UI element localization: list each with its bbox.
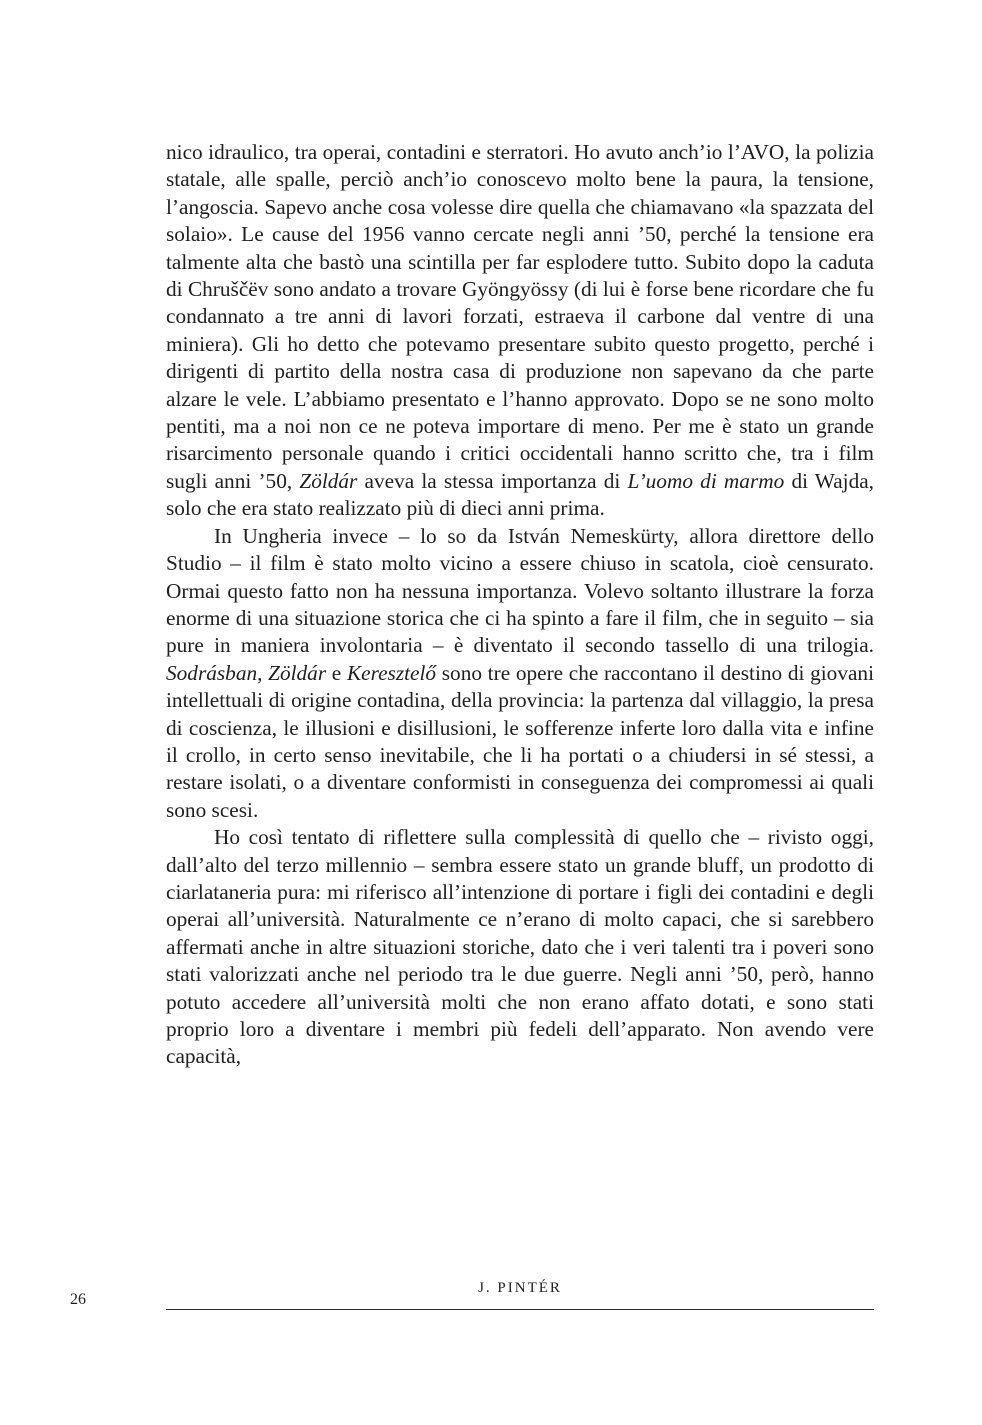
paragraph: [166, 523, 874, 824]
film-title: Zöldár: [299, 468, 358, 493]
text-run: di Wajda, solo che era stato realizzato più di dieci anni prima.: [166, 468, 874, 521]
text-run: e: [326, 660, 347, 685]
text-run: aveva la stessa importanza di: [357, 468, 628, 493]
text-run: nico idraulico, tra operai, contadini e sterratori. Ho avuto anch’io l’AVO, la polizia statale, alle spalle, perciò anch’io conoscevo molto bene la paura, la tensione, l’angoscia. Sapevo anche cosa volesse dire quella che chiamavano «la spazzata del solaio». Le cause del 1956 vanno cercate negli anni ’50, perché la tensione era talmente alta che bastò una scintilla per far esplodere tutto. Subito dopo la caduta di Chruščëv sono andato a trovare Gyöngyössy (di lui è forse bene ricordare che fu condannato a tre anni di lavori forzati, estraeva il carbone dal ventre di una miniera). Gli ho detto che potevamo presentare subito questo progetto, perché i dirigenti di partito della nostra casa di produzione non sapevano da che parte alzare le vele. L’abbiamo presentato e l’hanno approvato. Dopo se ne sono molto pentiti, ma a noi non ce ne poteva importare di meno. Per me è stato un grande risarcimento personale quando i critici occidentali hanno scritto che, tra i film sugli anni ’50,: [166, 140, 874, 493]
text-run: In Ungheria invece – lo so da István Nemeskürty, allora direttore dello Studio – il film è stato molto vicino a essere chiuso in scatola, cioè censurato. Ormai questo fatto non ha nessuna importanza. Volevo soltanto illustrare la forza enorme di una situazione storica che ci ha spinto a fare il film, che in seguito – sia pure in maniera involontaria – è diventato il secondo tassello di una trilogia.: [166, 523, 874, 658]
paragraph: [166, 139, 874, 523]
body-text: [166, 139, 874, 1071]
text-run: sono tre opere che raccontano il destino di giovani intellettuali di origine contadina, della provincia: la partenza dal villaggio, la presa di coscienza, le illusioni e disillusioni, le sofferenze inferte loro dalla vita e infine il crollo, in certo senso inevitabile, che li ha portati o a chiudersi in sé stessi, a restare isolati, o a diventare conformisti in conseguenza dei compromessi ai quali sono scesi.: [166, 660, 874, 822]
running-title: J. PINTÉR: [478, 1280, 562, 1296]
paragraph: [166, 824, 874, 1071]
film-title: Sodrásban, Zöldár: [166, 660, 327, 685]
film-title: L’uomo di marmo: [627, 468, 785, 493]
page-number: 26: [70, 1291, 86, 1308]
text-run: Ho così tentato di riflettere sulla complessità di quello che – rivisto oggi, dall’alto del terzo millennio – sembra essere stato un grande bluff, un prodotto di ciarlataneria pura: mi riferisco all’intenzione di portare i figli dei contadini e degli operai all’università. Naturalmente ce n’erano di molto capaci, che si sarebbero affermati anche in altre situazioni storiche, dato che i veri talenti tra i poveri sono stati valorizzati anche nel periodo tra le due guerre. Negli anni ’50, però, hanno potuto accedere all’università molti che non erano affato dotati, e sono stati proprio loro a diventare i membri più fedeli dell’apparato. Non avendo vere capacità,: [166, 825, 874, 1069]
footer-rule: [166, 1309, 874, 1310]
film-title: Keresztelő: [346, 660, 437, 685]
